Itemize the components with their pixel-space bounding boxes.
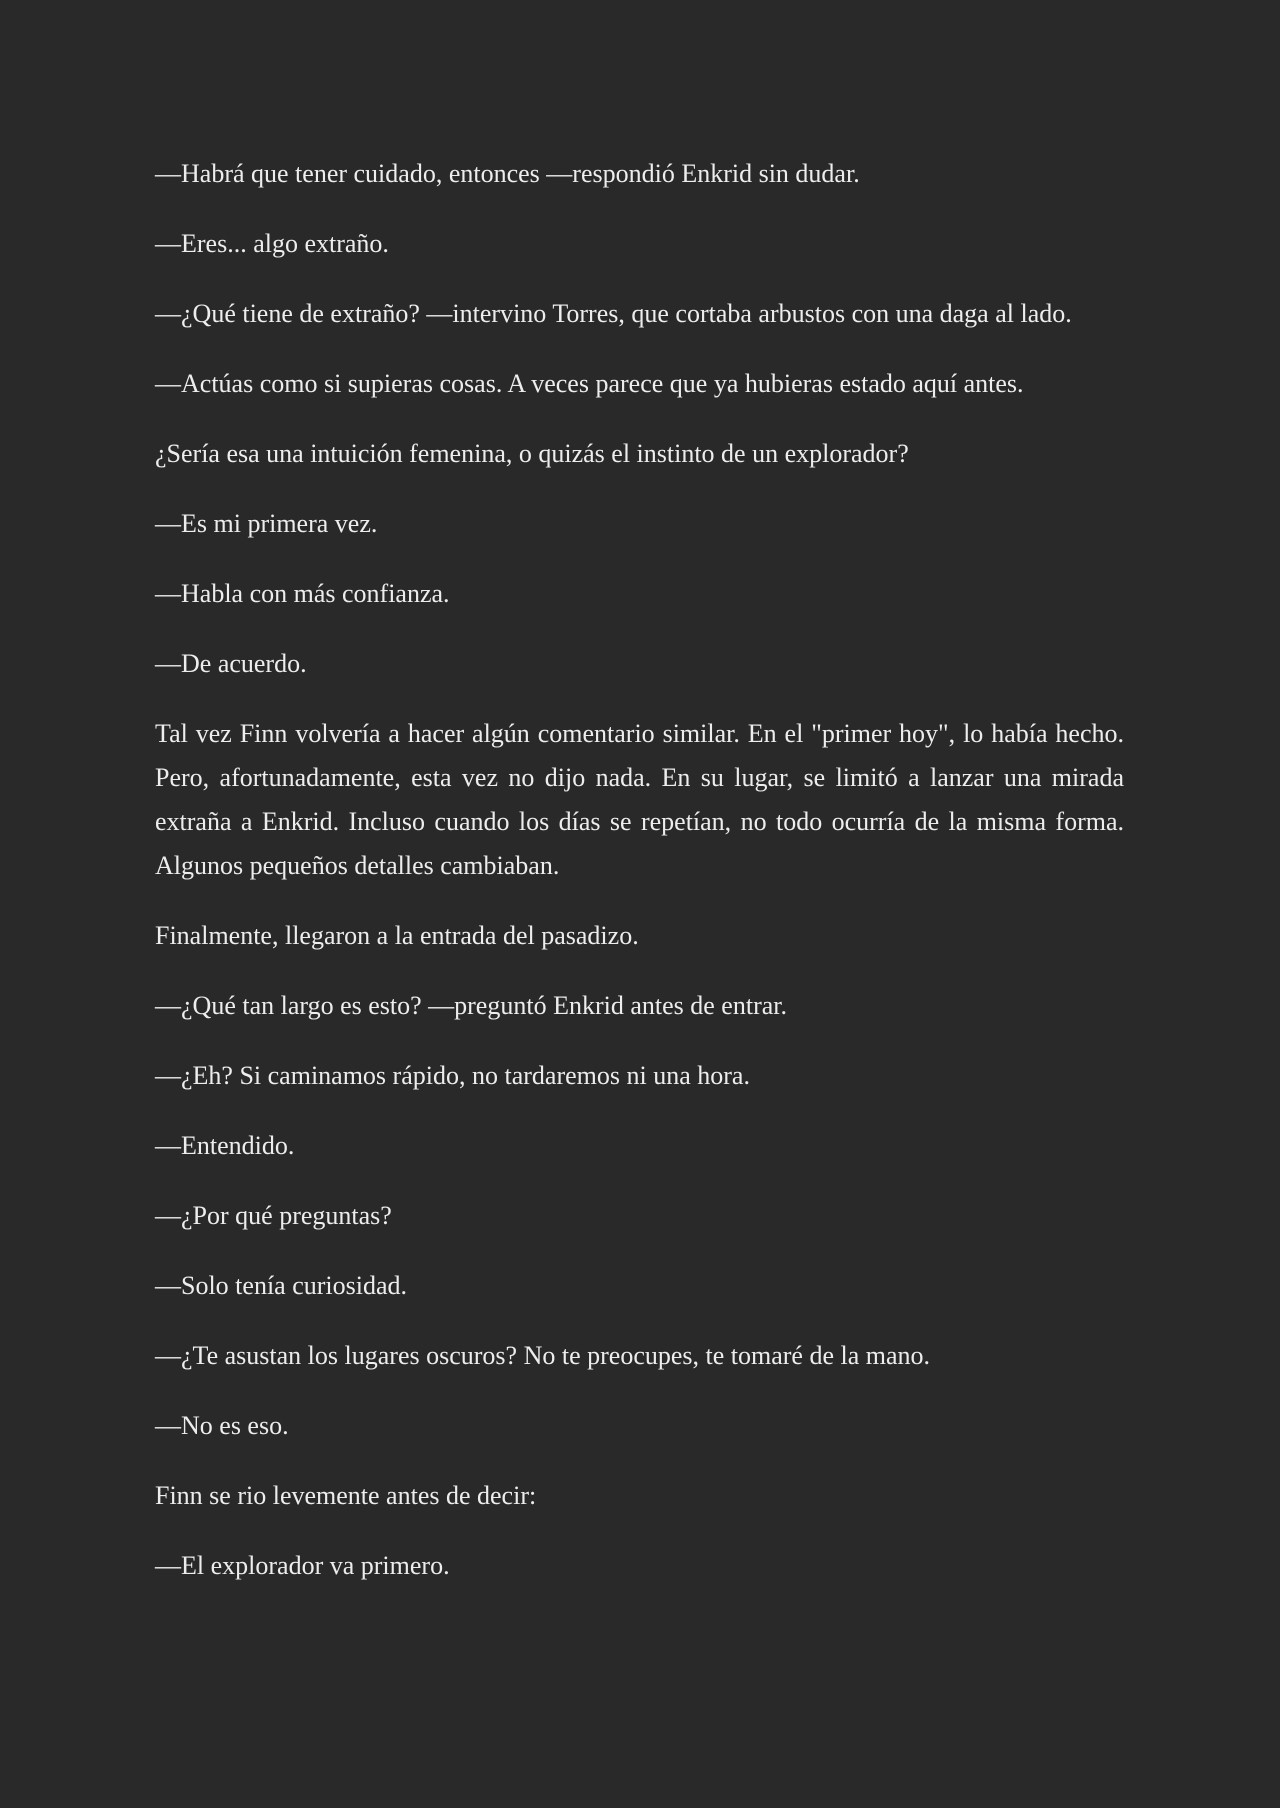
paragraph: —¿Por qué preguntas? xyxy=(155,1201,392,1230)
paragraph: —Es mi primera vez. xyxy=(155,509,378,538)
paragraph: —¿Te asustan los lugares oscuros? No te preocupes, te tomaré de la mano. xyxy=(155,1341,931,1370)
paragraph: —De acuerdo. xyxy=(155,649,307,678)
paragraph: —Entendido. xyxy=(155,1131,295,1160)
paragraph: —¿Eh? Si caminamos rápido, no tardaremos ni una hora. xyxy=(155,1061,750,1090)
paragraph: —Habla con más confianza. xyxy=(155,579,450,608)
paragraph: —No es eso. xyxy=(155,1411,289,1440)
paragraph: —¿Qué tiene de extraño? —intervino Torres, que cortaba arbustos con una daga al lado. xyxy=(155,299,1072,328)
paragraph: Finalmente, llegaron a la entrada del pasadizo. xyxy=(155,921,639,950)
paragraph: —Actúas como si supieras cosas. A veces parece que ya hubieras estado aquí antes. xyxy=(155,369,1024,398)
paragraph: —Eres... algo extraño. xyxy=(155,229,389,258)
paragraph: —¿Qué tan largo es esto? —preguntó Enkrid antes de entrar. xyxy=(155,991,787,1020)
paragraph: —El explorador va primero. xyxy=(155,1551,450,1580)
paragraph: —Solo tenía curiosidad. xyxy=(155,1271,408,1300)
paragraph: —Habrá que tener cuidado, entonces —respondió Enkrid sin dudar. xyxy=(155,159,860,188)
reading-pane xyxy=(155,152,1124,1614)
paragraph: Finn se rio levemente antes de decir: xyxy=(155,1481,537,1510)
paragraph: ¿Sería esa una intuición femenina, o quizás el instinto de un explorador? xyxy=(155,439,909,468)
paragraph: Tal vez Finn volvería a hacer algún comentario similar. En el "primer hoy", lo había hecho. Pero, afortunadamente, esta vez no dijo nada. En su lugar, se limitó a lanzar una mirada extraña a Enkrid. Incluso cuando los días se repetían, no todo ocurría de la misma forma. Algunos pequeños detalles cambiaban. xyxy=(155,719,1124,880)
